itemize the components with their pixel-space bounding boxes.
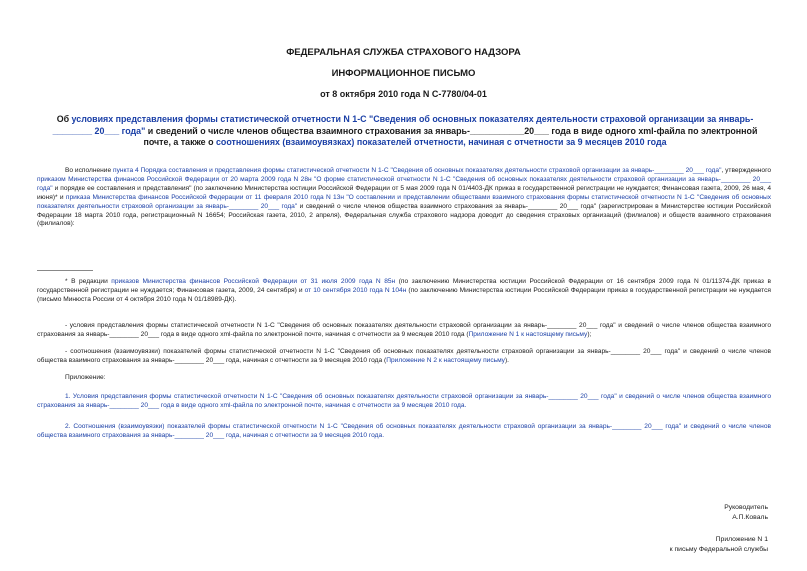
intro-text-4: и сведений о числе членов общества взаимного страхования за январь-________ 20___ года" (зарегистрирован в Министерстве юстиции Российской Федерации 18 марта 2010 года, регистрационный N 16654; Российская газета, 2010, 2 апреля), Федеральная служба страхового надзора доводит до сведения страховых организаций (филиалов) и обществ взаимного страхования (филиалов):	[37, 202, 771, 228]
subject-link-conditions[interactable]: условиях представления формы статистической отчетности N 1-С "Сведения об основных показателях деятельности страховой организации за январь-________ 20___ года"	[52, 114, 754, 136]
agency-heading: ФЕДЕРАЛЬНАЯ СЛУЖБА СТРАХОВОГО НАДЗОРА	[286, 47, 521, 58]
footnote-text-1: * В редакции	[65, 278, 112, 285]
signatory-name: А.П.Коваль	[732, 513, 768, 521]
footnote-text-2: (по заключению Министерства юстиции Российской Федерации от 16 сентября 2009 года N 01/11374-ДК приказ в государственной регистрации не нуждается; Финансовая газета, 2009, 24 сентября) и	[37, 278, 771, 294]
appendix-label: Приложение:	[65, 374, 106, 381]
doc-type-heading: ИНФОРМАЦИОННОЕ ПИСЬМО	[331, 68, 476, 79]
conditions-item-end: );	[587, 330, 592, 338]
footnote-link-85n[interactable]: приказов Министерства финансов Российской Федерации от 31 июля 2009 года N 85н	[111, 278, 396, 285]
appendix-1-link[interactable]: Приложение N 1 к настоящему письму	[468, 330, 588, 338]
appendix-2-link[interactable]: Приложение N 2 к настоящему письму	[386, 356, 505, 364]
correlations-item-end: ).	[504, 356, 510, 364]
signatory-title: Руководитель	[724, 504, 768, 511]
intro-link-order-13n[interactable]: приказа Министерства финансов Российской Федерации от 11 февраля 2010 года N 13н "О составлении и представлении обществами взаимного страхования формы статистической отчетности N 1-С "Сведения об основных показателях деятельности страховой организации за январь-________ 20___ года"	[37, 193, 771, 210]
signature-block	[724, 503, 768, 522]
letter-subject	[52, 114, 758, 149]
correlations-item	[37, 348, 771, 366]
footnote-text-3: (по заключению Министерства юстиции Российской Федерации приказ в государственной регистрации не нуждается (письмо Минюста России от 4 октября 2010 года N 01/18989-ДК).	[37, 286, 771, 303]
intro-text-2: , утвержденного	[721, 167, 772, 174]
subject-link-correlations[interactable]: соотношениях (взаимоувязках) показателей отчетности, начиная с отчетности за 9 месяцев 2010 года	[215, 137, 667, 148]
intro-paragraph	[37, 167, 771, 229]
subject-middle: и сведений о числе членов общества взаимного страхования за январь-___________20___ года в виде одного xml-файла по электронной почте, а также о	[143, 125, 758, 148]
footnote-separator	[37, 270, 93, 271]
appendix-2-entry[interactable]: 2. Соотношения (взаимоувязки) показателей формы статистической отчетности N 1-С "Сведения об основных показателях деятельности страховой организации за январь-________ 20___ года" и сведений о числе членов общества взаимного страхования за январь-________ 20___ года, начиная с отчетности за 9 месяцев 2010 года.	[37, 423, 771, 439]
footnote-paragraph	[37, 278, 771, 305]
correlations-item-text: - соотношения (взаимоувязки) показателей формы статистической отчетности N 1-С "Сведения об основных показателях деятельности страховой организации за январь-________ 20___ года" и сведений о числе членов общества взаимного страхования за январь-________ 20___ года, начиная с отчетности за 9 месяцев 2010 года (	[37, 348, 771, 364]
intro-text-3: и порядке ее составления и представления" (по заключению Министерства юстиции Российской Федерации от 5 мая 2009 года N 01/4403-ДК приказ в государственной регистрации не нуждается; Финансовая газета, 2009, 26 мая, 4 июня)* и	[37, 184, 771, 201]
intro-link-procedure[interactable]: пункта 4 Порядка составления и представления формы статистической отчетности N 1-С "Сведения об основных показателях деятельности страховой организации за январь-________ 20___ года"	[113, 167, 722, 174]
subject-prefix: Об	[56, 114, 72, 124]
conditions-item-text: - условия представления формы статистической отчетности N 1-С "Сведения об основных показателях деятельности страховой организации за январь-________ 20___ года" и сведений о числе членов общества взаимного страхования за январь-________ 20___ года в виде одного xml-файла по электронной почте, начиная с отчетности за 9 месяцев 2010 года (	[37, 322, 771, 338]
footnote-link-104n[interactable]: от 10 сентября 2010 года N 104н	[304, 286, 407, 294]
intro-link-order-28n[interactable]: приказом Министерства финансов Российской Федерации от 20 марта 2009 года N 28н "О форме статистической отчетности N 1-С "Сведения об основных показателях деятельности страховой организации за январь-________ 20___ года"	[37, 175, 771, 192]
intro-text-1: Во исполнение	[65, 167, 114, 174]
annex-header	[670, 535, 768, 554]
date-number-heading: от 8 октября 2010 года N С-7780/04-01	[320, 89, 487, 99]
appendix-1-entry[interactable]: 1. Условия представления формы статистической отчетности N 1-С "Сведения об основных показателях деятельности страховой организации за январь-________ 20___ года" и сведений о числе членов общества взаимного страхования за январь-________ 20___ года в виде одного xml-файла по электронной почте, начиная с отчетности за 9 месяцев 2010 года.	[37, 393, 771, 409]
conditions-item	[37, 322, 771, 340]
annex-number: Приложение N 1	[715, 536, 768, 543]
annex-reference: к письму Федеральной службы	[669, 545, 768, 553]
